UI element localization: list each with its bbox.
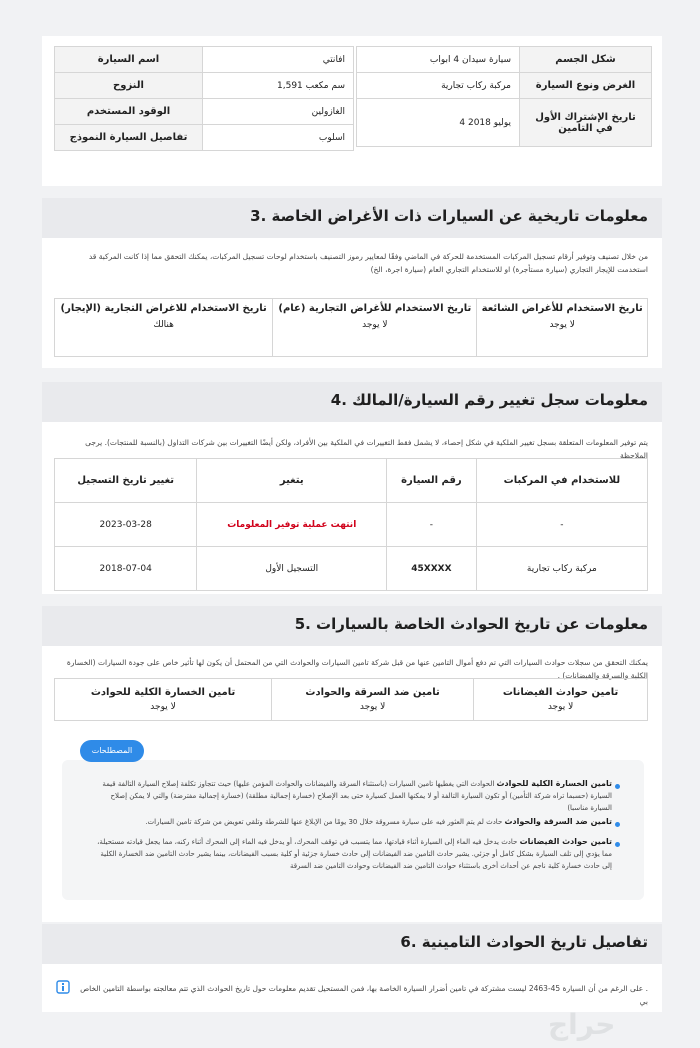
use-cell: - — [476, 503, 647, 547]
term-title: تامين الخسارة الكلية للحوادث — [496, 779, 612, 788]
date-cell: 2018-07-04 — [55, 547, 197, 591]
theft-cell — [272, 679, 474, 721]
col-value: لا يوجد — [547, 702, 574, 712]
public-commercial-cell — [273, 299, 477, 357]
plate-cell: 45XXXX — [387, 547, 477, 591]
spec-key: الوقود المستخدم — [55, 99, 203, 125]
section-3-card — [42, 238, 662, 368]
table-row — [55, 547, 648, 591]
col-value: لا يوجد — [359, 702, 386, 712]
term-text: حادث يدخل فيه الماء إلى السيارة أثناء قيادتها، مما يتسبب في توقف المحرك، أو يدخل فيه الماء إلى المحرك أثناء ركنه، مما يجعل قيادته مستحيلة، مما يؤدي إلى تلف السيارة بشكل كامل أو جزئي. يشير حادث التامين ضد الفيضانات إلى حادث خسارة جزئية أو كلية بسبب الفيضانات، بينما يشير حادث التامين ضد الخسارة الكلية إلى حادث خسارة كلية ناجم عن أحداث أخرى باستثناء حوادث التامين ضد الفيضانات وحوادث التامين ضد السرقة — [97, 838, 612, 870]
section-5-header — [42, 606, 662, 646]
spec-key: اسم السيارة — [55, 47, 203, 73]
spec-key: تاريخ الإشتراك الأول في التامين — [520, 99, 652, 147]
col-value: هنالك — [153, 320, 174, 330]
common-use-cell — [477, 299, 648, 357]
spec-key: النزوح — [55, 73, 203, 99]
section-6-header — [42, 924, 662, 964]
term-flood — [92, 836, 612, 872]
date-cell: 2023-03-28 — [55, 503, 197, 547]
rental-commercial-cell — [55, 299, 273, 357]
section-4-header — [42, 382, 662, 422]
term-title: تامين ضد السرقة والحوادث — [504, 817, 612, 826]
change-cell: انتهت عملية توفير المعلومات — [197, 503, 387, 547]
col-value: لا يوجد — [362, 320, 388, 330]
col-header: تامين الخسارة الكلية للحوادث — [90, 687, 236, 698]
total-loss-cell — [55, 679, 272, 721]
spec-value: افانتي — [203, 47, 354, 73]
spec-value: سيارة سيدان 4 ابواب — [357, 47, 520, 73]
spec-key: تفاصيل السيارة النموذج — [55, 125, 203, 151]
section-5-title: معلومات عن تاريخ الحوادث الخاصة بالسيارات .5 — [294, 615, 648, 633]
col-header: تامين ضد السرقة والحوادث — [305, 687, 440, 698]
spec-table-left — [54, 46, 354, 151]
spec-value: اسلوب — [203, 125, 354, 151]
commercial-use-table — [54, 298, 648, 357]
table-row — [55, 503, 648, 547]
owner-change-table — [54, 458, 648, 591]
term-text: الحوادث التي يغطيها تامين السيارات (باستثناء السرقة والفيضانات والحوادث المؤمن عليها) حيث تتجاوز تكلفة إصلاح السيارة التالفة قيمة السيارة (حسبما تراه شركة التأمين) أو تكون السيارة التالفة أو لا يمكنها العمل كسيارة حتى بعد الإصلاح (خسارة إجمالية مطلقة) (خسارة إجمالية مفترضة) والتي لا يمكن إصلاح السيارة مناسبا) — [102, 780, 612, 812]
section-3-title: معلومات تاريخية عن السيارات ذات الأغراض الخاصة .3 — [250, 207, 648, 225]
term-total-loss — [92, 778, 612, 814]
flood-cell — [474, 679, 648, 721]
term-text: حادث لم يتم العثور فيه على سيارة مسروقة خلال 30 يومًا من الإبلاغ عنها للشرطة وتلقي تعويض من شركة تامين السيارات. — [145, 818, 503, 826]
terms-tab-button[interactable]: المصطلحات — [80, 740, 144, 762]
col-header: تاريخ الاستخدام للأغراض الشائعة — [481, 303, 643, 314]
col-header: تغيير تاريخ التسجيل — [55, 459, 197, 503]
term-theft — [92, 816, 612, 828]
spec-value: الغازولين — [203, 99, 354, 125]
spec-table-right — [356, 46, 652, 147]
term-title: تامين حوادث الفيضانات — [519, 837, 612, 846]
col-value: لا يوجد — [549, 320, 575, 330]
col-header: تاريخ الاستخدام للاغراض التجارية (الإيجار) — [60, 303, 267, 314]
section-4-card — [42, 422, 662, 594]
col-header: تاريخ الاستخدام للأغراض التجارية (عام) — [278, 303, 472, 314]
col-header: للاستخدام في المركبات — [476, 459, 647, 503]
info-icon — [56, 980, 70, 994]
section-3-note: من خلال تصنيف وتوفير أرقام تسجيل المركبات المستخدمة للحركة في الماضي وفقًا لمعايير رموز التصنيف باستخدام لوحات تسجيل المركبات، يمكنك التحقق مما إذا كانت المركبة قد استخدمت للإيجار التجاري (سيارة مستأجرة) او للاستخدام التجاري العام (سيارة اجرة، الخ) — [88, 252, 648, 274]
section-4-note: يتم توفير المعلومات المتعلقة بسجل تغيير الملكية في شكل إحصاء، لا يشمل فقط التغييرات في الملكية بين الأفراد، ولكن أيضًا التغييرات بين شركات التداول (بالنسبة للمنتجات). يرجى الملاحظة — [85, 438, 648, 460]
section-5-note: يمكنك التحقق من سجلات حوادث السيارات التي تم دفع أموال التامين عنها من قبل شركة تامين السيارات والحوادث التي من المحتمل أن يكون لها تأثير خاص على جودة السيارات (الخسارة الكلية والسرقة والفيضانات) . — [66, 658, 648, 680]
col-header: رقم السيارة — [387, 459, 477, 503]
bullet-icon — [615, 822, 620, 827]
spec-key: الغرض ونوع السيارة — [520, 73, 652, 99]
section-6-note: . على الرغم من أن السيارة 45-2463 ليست مشتركة في تامين أضرار السيارة الخاصة بها، فمن المستحيل تقديم معلومات حول تاريخ الحوادث الذي تتم معالجته بواسطة التامين الخاص بي — [80, 984, 648, 1006]
bullet-icon — [615, 842, 620, 847]
bullet-icon — [615, 784, 620, 789]
watermark-logo: حراج — [548, 1008, 616, 1041]
accident-table — [54, 678, 648, 721]
change-cell: التسجيل الأول — [197, 547, 387, 591]
col-header: يتغير — [197, 459, 387, 503]
section-6-card — [42, 964, 662, 1012]
col-header: تامين حوادث الفيضانات — [502, 687, 619, 698]
col-value: لا يوجد — [150, 702, 176, 712]
spec-value: مركبة ركاب تجارية — [357, 73, 520, 99]
plate-cell: - — [387, 503, 477, 547]
section-3-header — [42, 198, 662, 238]
spec-value: يوليو 2018 4 — [357, 99, 520, 147]
spec-key: شكل الجسم — [520, 47, 652, 73]
use-cell: مركبة ركاب تجارية — [476, 547, 647, 591]
section-6-title: تفاصيل تاريخ الحوادث التامينية .6 — [400, 933, 648, 951]
section-4-title: معلومات سجل تغيير رقم السيارة/المالك .4 — [330, 391, 648, 409]
spec-value: سم مكعب 1,591 — [203, 73, 354, 99]
vehicle-spec-card — [42, 36, 662, 186]
